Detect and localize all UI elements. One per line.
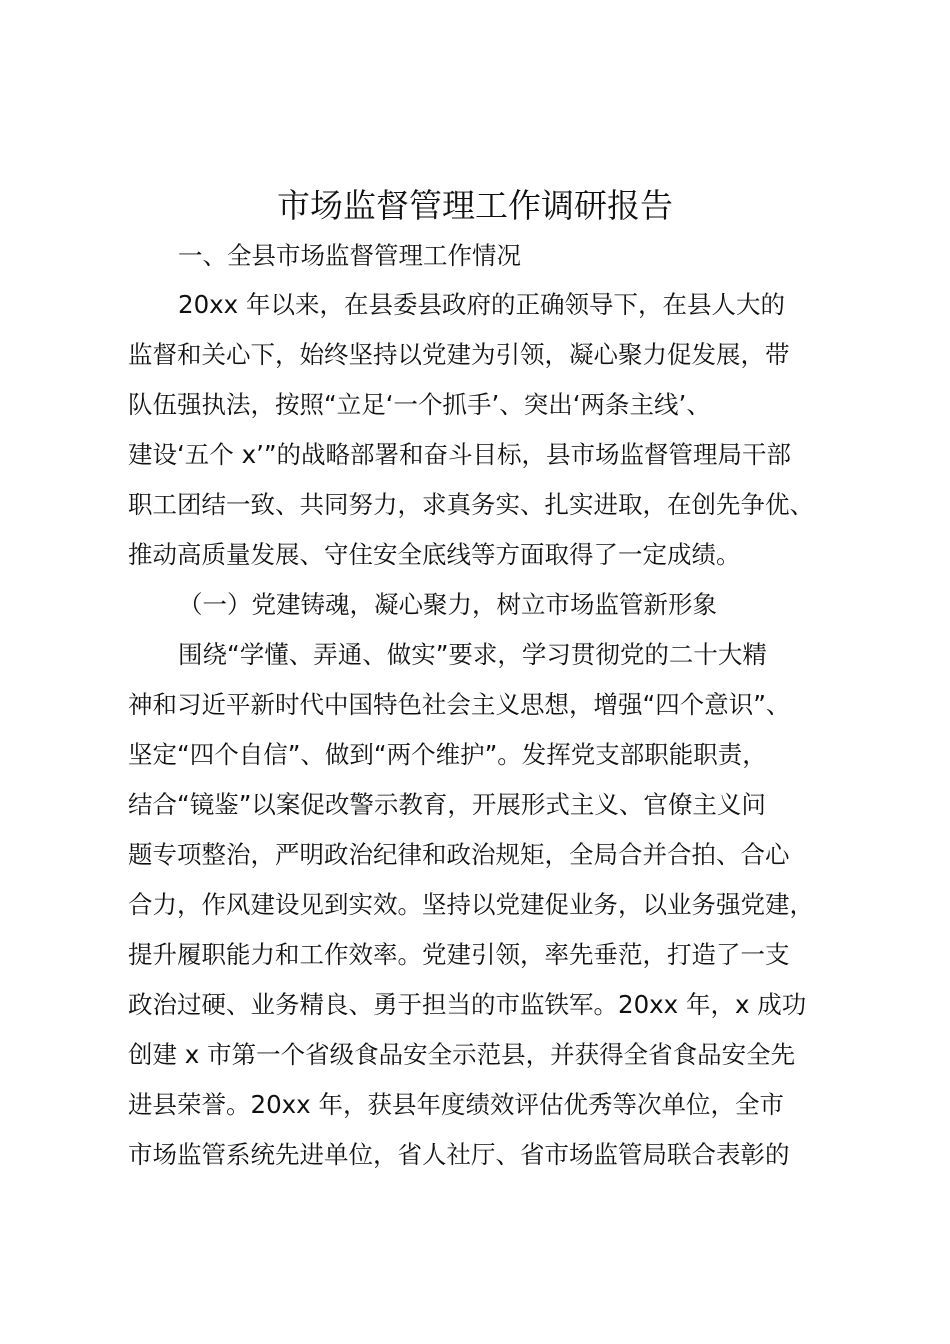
paragraph-line: 结合“镜鉴”以案促改警示教育，开展形式主义、官僚主义问 (128, 790, 766, 819)
paragraph-line: 建设‘五个 x’”的战略部署和奋斗目标，县市场监督管理局干部 (128, 440, 792, 469)
paragraph-line: 市场监管系统先进单位，省人社厅、省市场监管局联合表彰的 (128, 1140, 790, 1169)
paragraph-line: 职工团结一致、共同努力，求真务实、扎实进取，在创先争优、 (128, 490, 814, 519)
paragraph-line: 推动高质量发展、守住安全底线等方面取得了一定成绩。 (128, 540, 741, 569)
paragraph-line: 提升履职能力和工作效率。党建引领，率先垂范，打造了一支 (128, 940, 790, 969)
paragraph-line: 创建 x 市第一个省级食品安全示范县，并获得全省食品安全先 (128, 1040, 796, 1069)
paragraph-line: 神和习近平新时代中国特色社会主义思想，增强“四个意识”、 (128, 690, 791, 719)
paragraph-line: 围绕“学懂、弄通、做实”要求，学习贯彻党的二十大精 (178, 640, 767, 669)
paragraph-line: 进县荣誉。20xx 年，获县年度绩效评估优秀等次单位，全市 (128, 1090, 784, 1119)
document-title: 市场监督管理工作调研报告 (277, 186, 673, 225)
paragraph-line: 坚定“四个自信”、做到“两个维护”。发挥党支部职能职责， (128, 740, 767, 769)
section-heading: 一、全县市场监督管理工作情况 (178, 241, 521, 270)
paragraph-line: 政治过硬、业务精良、勇于担当的市监铁军。20xx 年，x 成功 (128, 990, 807, 1019)
paragraph-line: 20xx 年以来，在县委县政府的正确领导下，在县人大的 (178, 290, 785, 319)
paragraph-line: 合力，作风建设见到实效。坚持以党建促业务，以业务强党建， (128, 890, 814, 919)
paragraph-line: 题专项整治，严明政治纪律和政治规矩，全局合并合拍、合心 (128, 840, 790, 869)
paragraph-line: 监督和关心下，始终坚持以党建为引领，凝心聚力促发展，带 (128, 340, 790, 369)
subsection-heading: （一）党建铸魂，凝心聚力，树立市场监管新形象 (178, 590, 717, 619)
paragraph-line: 队伍强执法，按照“立足‘一个抓手’、突出‘两条主线’、 (128, 390, 711, 419)
